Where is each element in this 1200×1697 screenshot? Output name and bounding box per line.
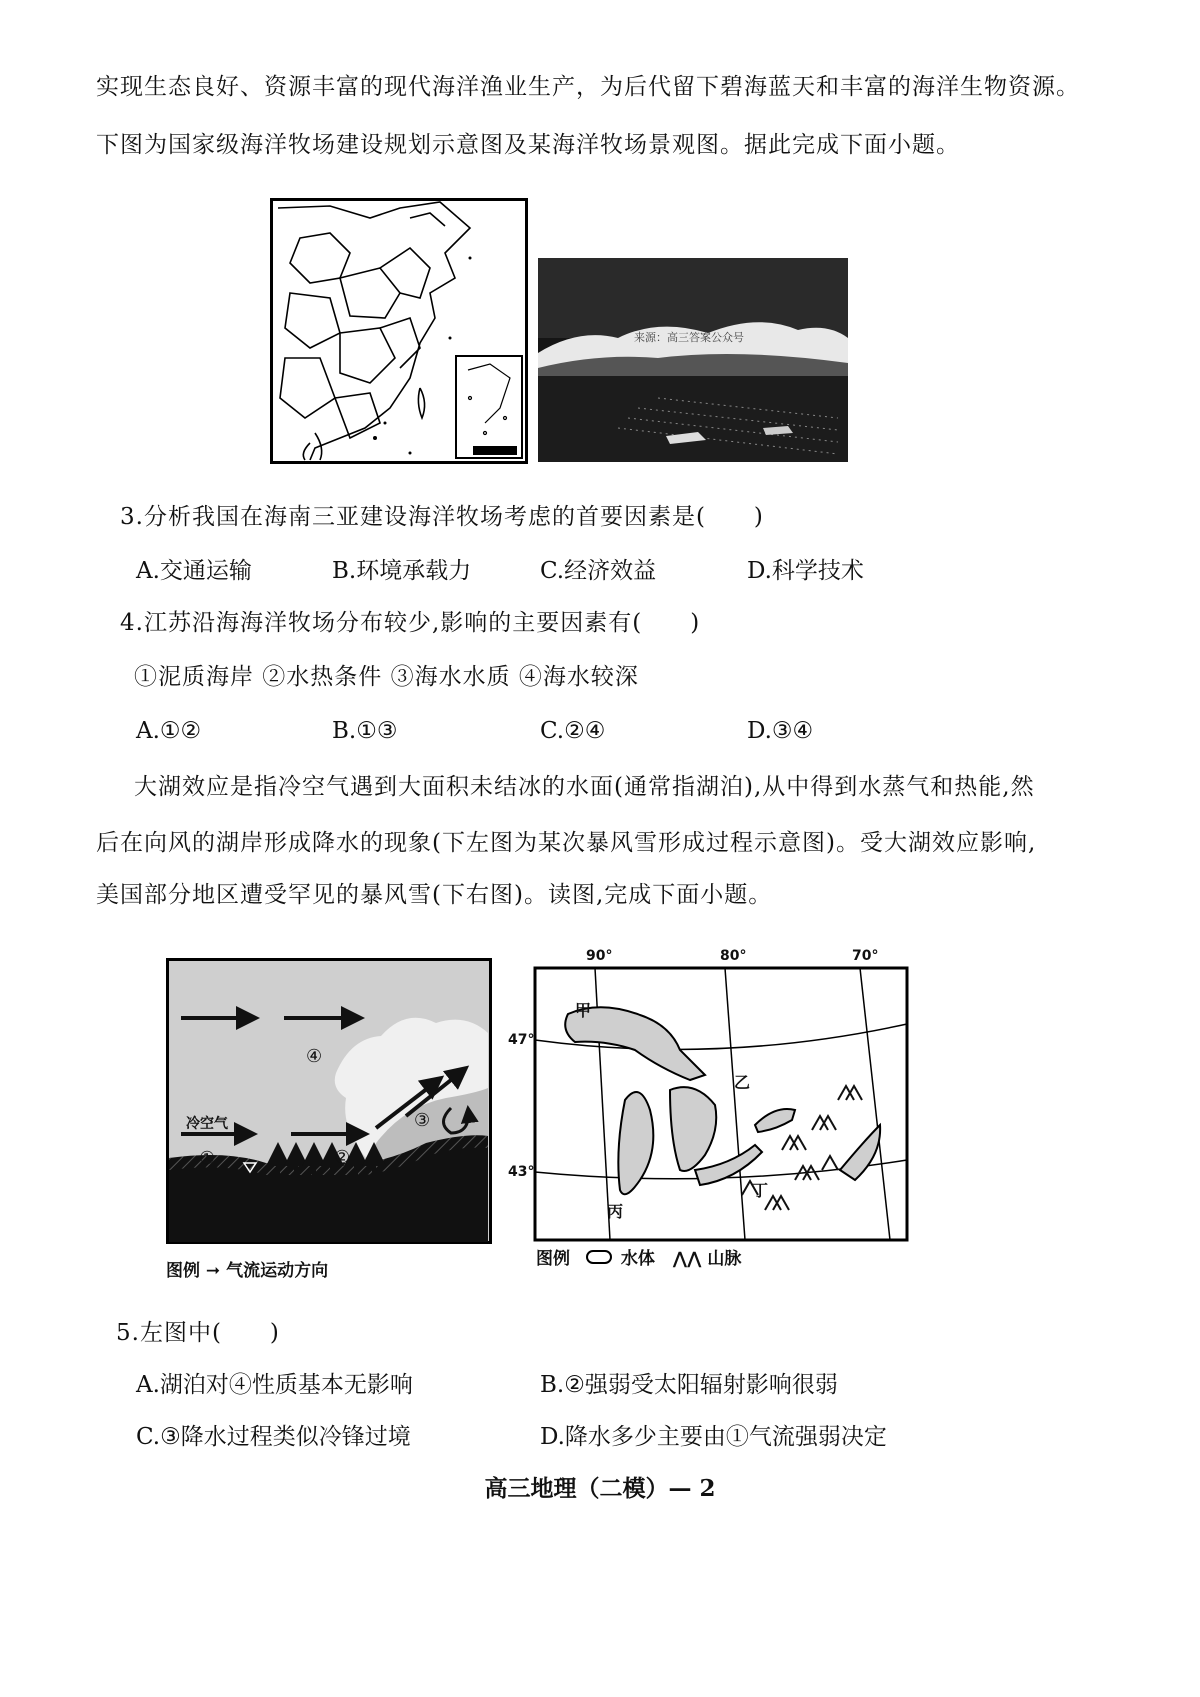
- lon-80-label: 80°: [720, 948, 747, 964]
- lake-effect-diagram: [166, 958, 492, 1244]
- marker-4: ④: [306, 1046, 323, 1067]
- q4-items: ①泥质海岸 ②水热条件 ③海水水质 ④海水较深: [134, 664, 639, 690]
- q5-stem: 5.左图中( ): [116, 1320, 280, 1346]
- q4-stem: 4.江苏沿海海洋牧场分布较少,影响的主要因素有( ): [120, 610, 701, 636]
- mountain-legend-label: 山脉: [707, 1249, 742, 1269]
- q3-option-c[interactable]: C.经济效益: [540, 558, 657, 584]
- china-coast-map: [270, 198, 528, 464]
- intro-line-2: 下图为国家级海洋牧场建设规划示意图及某海洋牧场景观图。据此完成下面小题。: [96, 132, 960, 158]
- passage2-line-2: 后在向风的湖岸形成降水的现象(下左图为某次暴风雪形成过程示意图)。受大湖效应影响,: [96, 830, 1037, 856]
- mountain-legend-icon: ⋀⋀: [672, 1249, 702, 1269]
- marker-3: ③: [414, 1110, 431, 1131]
- left-diagram-legend: 图例 ➞ 气流运动方向: [166, 1261, 329, 1281]
- q4-option-d[interactable]: D.③④: [747, 718, 814, 744]
- q4-option-b[interactable]: B.①③: [332, 718, 398, 744]
- marker-1: ①: [199, 1148, 216, 1169]
- q4-option-a[interactable]: A.①②: [136, 718, 202, 744]
- place-jia: 甲: [575, 1001, 592, 1020]
- passage2-line-3: 美国部分地区遭受罕见的暴风雪(下右图)。读图,完成下面小题。: [96, 882, 773, 908]
- lon-70-label: 70°: [852, 948, 879, 964]
- q5-option-a[interactable]: A.湖泊对④性质基本无影响: [136, 1372, 413, 1398]
- water-legend-label: 水体: [620, 1249, 655, 1269]
- q5-option-d[interactable]: D.降水多少主要由①气流强弱决定: [540, 1424, 887, 1450]
- passage2-line-1: 大湖效应是指冷空气遇到大面积未结冰的水面(通常指湖泊),从中得到水蒸气和热能,然: [134, 774, 1035, 800]
- right-legend-title: 图例: [536, 1249, 570, 1269]
- marker-2: ②: [334, 1147, 351, 1168]
- q5-option-c[interactable]: C.③降水过程类似冷锋过境: [136, 1424, 411, 1450]
- place-yi: 乙: [734, 1073, 751, 1092]
- great-lakes-map: [508, 940, 918, 1246]
- photo-watermark: 来源：高三答案公众号: [634, 331, 744, 344]
- page-footer: 高三地理（二模）— 2: [484, 1475, 716, 1502]
- q3-option-a[interactable]: A.交通运输: [136, 558, 252, 584]
- place-ding: 丁: [752, 1181, 769, 1200]
- water-legend-icon: [586, 1250, 612, 1264]
- cold-air-label: 冷空气: [186, 1116, 228, 1132]
- lon-90-label: 90°: [586, 948, 613, 964]
- place-bing: 丙: [607, 1202, 624, 1221]
- intro-line-1: 实现生态良好、资源丰富的现代海洋渔业生产，为后代留下碧海蓝天和丰富的海洋生物资源。: [96, 74, 1080, 100]
- q3-option-b[interactable]: B.环境承载力: [332, 558, 472, 584]
- ocean-ranch-photo: [538, 258, 848, 462]
- lat-43-label: 43°: [508, 1164, 535, 1180]
- right-map-legend: [536, 1244, 741, 1269]
- q5-option-b[interactable]: B.②强弱受太阳辐射影响很弱: [540, 1372, 838, 1398]
- q4-option-c[interactable]: C.②④: [540, 718, 606, 744]
- lat-47-label: 47°: [508, 1032, 535, 1048]
- q3-option-d[interactable]: D.科学技术: [747, 558, 864, 584]
- q3-stem: 3.分析我国在海南三亚建设海洋牧场考虑的首要因素是( ): [120, 504, 764, 530]
